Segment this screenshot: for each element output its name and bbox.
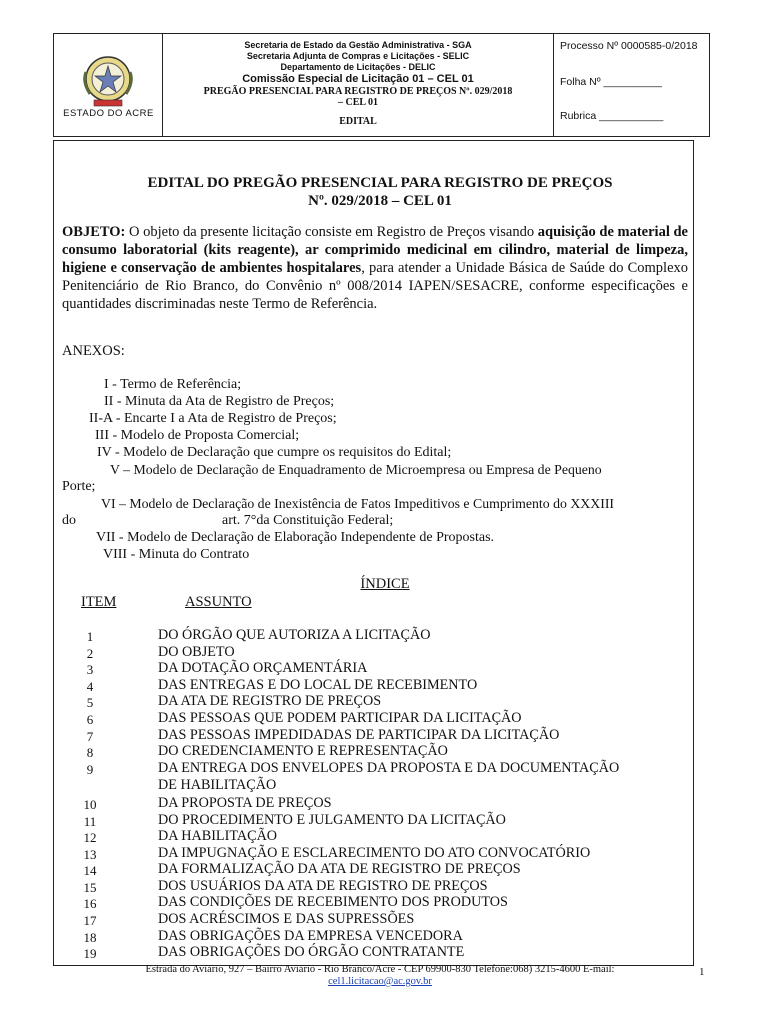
- document-header: [53, 33, 710, 137]
- document-title: EDITAL DO PREGÃO PRESENCIAL PARA REGISTRO DE PREÇOS: [147, 175, 613, 191]
- indice-item-subject: DO CREDENCIAMENTO E REPRESENTAÇÃO: [158, 743, 448, 759]
- indice-item-subject: DO OBJETO: [158, 644, 235, 660]
- anexo-item: VII - Modelo de Declaração de Elaboração Independente de Propostas.: [96, 530, 495, 545]
- indice-item-subject: DA DOTAÇÃO ORÇAMENTÁRIA: [158, 660, 368, 676]
- indice-item-number: 16: [83, 896, 97, 911]
- processo-number: Processo Nº 0000585-0/2018: [560, 40, 698, 52]
- objeto-paragraph: [62, 223, 688, 313]
- anexo-item-cont: do: [62, 513, 76, 528]
- indice-item-number: 7: [86, 729, 94, 744]
- indice-item-subject: DAS PESSOAS QUE PODEM PARTICIPAR DA LICITAÇÃO: [158, 710, 522, 726]
- indice-item-number: 14: [83, 863, 97, 878]
- anexo-item: V – Modelo de Declaração de Enquadramento de Microempresa ou Empresa de Pequeno: [110, 462, 602, 477]
- indice-col-assunto: ASSUNTO: [185, 594, 252, 610]
- footer-email-link[interactable]: cel1.licitacao@ac.gov.br: [328, 976, 432, 987]
- indice-item-subject: DAS OBRIGAÇÕES DA EMPRESA VENCEDORA: [158, 928, 463, 944]
- indice-item-number: 6: [86, 712, 94, 727]
- indice-item-subject: DO PROCEDIMENTO E JULGAMENTO DA LICITAÇÃO: [158, 812, 506, 828]
- objeto-text-1: O objeto da presente licitação consiste em Registro de Preços visando: [125, 224, 538, 240]
- pregao-line-2: – CEL 01: [337, 97, 378, 108]
- indice-item-number: 1: [86, 629, 94, 644]
- indice-item-number: 4: [86, 679, 94, 694]
- indice-item-number: 3: [86, 662, 94, 677]
- indice-item-number: 9: [86, 762, 94, 777]
- anexo-item: III - Modelo de Proposta Comercial;: [95, 428, 300, 443]
- indice-item-number: 2: [86, 646, 94, 661]
- header-logo-cell: [54, 34, 163, 136]
- indice-item-number: 12: [83, 830, 97, 845]
- header-process-cell: [553, 34, 709, 136]
- rubrica-field: Rubrica ___________: [560, 110, 664, 122]
- anexo-item: II-A - Encarte I a Ata de Registro de Preços;: [89, 411, 337, 426]
- indice-item-number: 8: [86, 745, 94, 760]
- commission-name: Comissão Especial de Licitação 01 – CEL 01: [242, 73, 474, 85]
- indice-item-subject: DOS ACRÉSCIMOS E DAS SUPRESSÕES: [158, 911, 415, 927]
- indice-item-subject: DAS OBRIGAÇÕES DO ÓRGÃO CONTRATANTE: [158, 944, 465, 960]
- anexo-item: VIII - Minuta do Contrato: [103, 547, 250, 562]
- secretaria-sga: Secretaria de Estado da Gestão Administrativa - SGA: [244, 40, 472, 50]
- indice-item-number: 18: [83, 930, 97, 945]
- indice-item-subject: DA ATA DE REGISTRO DE PREÇOS: [158, 693, 382, 709]
- indice-item-subject: DOS USUÁRIOS DA ATA DE REGISTRO DE PREÇOS: [158, 878, 488, 894]
- indice-title: ÍNDICE: [360, 576, 410, 592]
- page-number: 1: [699, 966, 705, 978]
- indice-item-subject: DA ENTREGA DOS ENVELOPES DA PROPOSTA E DA DOCUMENTAÇÃO: [158, 760, 620, 776]
- objeto-text-2: , para atender a Unidade Básica de Saúde do Complexo Penitenciário de Rio Branco, do Convênio nº 008/2014 IAPEN/SESACRE, conforme especificações e quantidades discriminadas neste Termo de Referência.: [62, 260, 689, 312]
- indice-item-subject: DA PROPOSTA DE PREÇOS: [158, 795, 332, 811]
- indice-item-number: 10: [83, 797, 97, 812]
- anexos-label: ANEXOS:: [62, 343, 125, 359]
- indice-item-number: 19: [83, 946, 97, 961]
- indice-item-subject: DAS CONDIÇÕES DE RECEBIMENTO DOS PRODUTOS: [158, 894, 508, 910]
- anexo-item: I - Termo de Referência;: [104, 377, 242, 392]
- objeto-label: OBJETO:: [62, 224, 126, 240]
- edital-label: EDITAL: [339, 116, 377, 127]
- indice-item-number: 5: [86, 695, 94, 710]
- indice-col-item: ITEM: [81, 594, 117, 610]
- objeto-bold-text: aquisição de material de consumo laboratorial (kits reagente), ar comprimido medicinal em cilindro, material de limpeza, higiene e conservação de ambientes hospitalares: [62, 224, 688, 276]
- anexo-item: II - Minuta da Ata de Registro de Preços;: [104, 394, 335, 409]
- footer-line: Estrada do Aviário, 927 – Bairro Aviário - Rio Branco/Acre - CEP 69900-830 Telefone:068) 3215-4600 E-mail:: [145, 964, 615, 975]
- folha-field: Folha Nº __________: [560, 76, 662, 88]
- state-seal-icon: [80, 52, 136, 110]
- departamento-delic: Departamento de Licitações - DELIC: [280, 62, 436, 72]
- footer-address: [60, 964, 700, 988]
- indice-item-subject: DA HABILITAÇÃO: [158, 828, 278, 844]
- pregao-line-1: PREGÃO PRESENCIAL PARA REGISTRO DE PREÇOS Nº. 029/2018: [203, 86, 513, 97]
- anexo-item: VI – Modelo de Declaração de Inexistência de Fatos Impeditivos e Cumprimento do XXXIII: [101, 496, 615, 511]
- anexo-item-cont: art. 7°da Constituição Federal;: [222, 513, 394, 528]
- indice-item-number: 11: [83, 814, 97, 829]
- anexo-item: IV - Modelo de Declaração que cumpre os requisitos do Edital;: [97, 445, 452, 460]
- indice-item-subject: DAS PESSOAS IMPEDIDADAS DE PARTICIPAR DA LICITAÇÃO: [158, 727, 560, 743]
- header-title-cell: [164, 34, 552, 136]
- anexo-item-cont: Porte;: [62, 479, 96, 494]
- secretaria-selic: Secretaria Adjunta de Compras e Licitações - SELIC: [246, 51, 470, 61]
- indice-item-subject: DA FORMALIZAÇÃO DA ATA DE REGISTRO DE PREÇOS: [158, 861, 521, 877]
- indice-item-subject: DA IMPUGNAÇÃO E ESCLARECIMENTO DO ATO CONVOCATÓRIO: [158, 845, 591, 861]
- indice-item-number: 17: [83, 913, 97, 928]
- indice-item-number: 13: [83, 847, 97, 862]
- state-name: ESTADO DO ACRE: [63, 108, 154, 119]
- indice-item-subject: DO ÓRGÃO QUE AUTORIZA A LICITAÇÃO: [158, 627, 431, 643]
- indice-item-subject: DE HABILITAÇÃO: [158, 777, 277, 793]
- document-subtitle: Nº. 029/2018 – CEL 01: [308, 193, 452, 209]
- indice-item-subject: DAS ENTREGAS E DO LOCAL DE RECEBIMENTO: [158, 677, 478, 693]
- indice-item-number: 15: [83, 880, 97, 895]
